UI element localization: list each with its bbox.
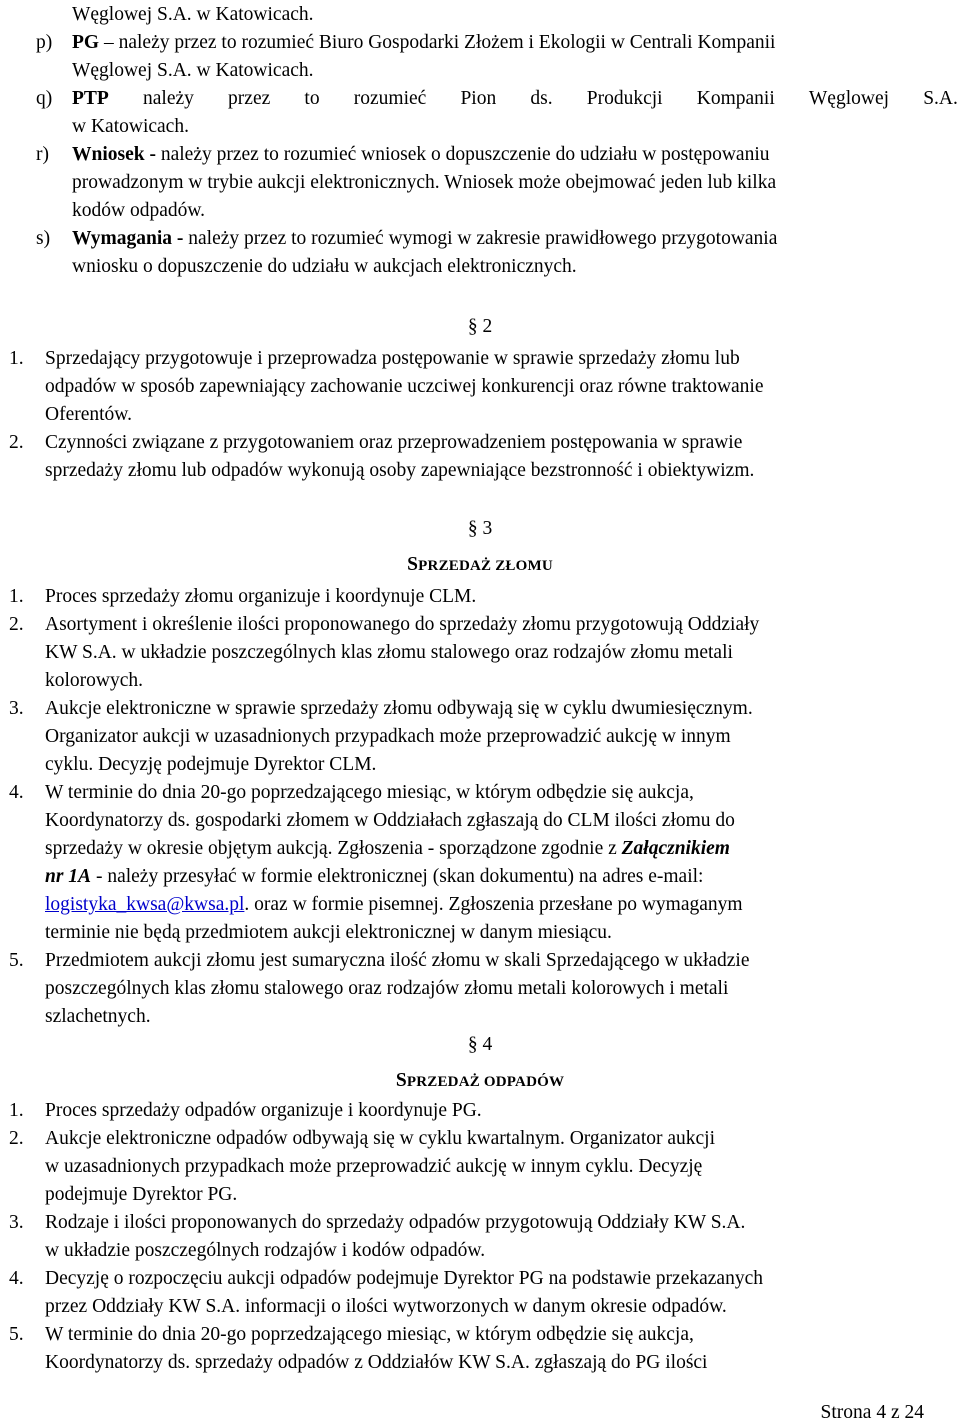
text-line: Rodzaje i ilości proponowanych do sprzedaży odpadów przygotowują Oddziały KW S.A. — [45, 1212, 746, 1233]
attachment-ref: nr 1A — [45, 866, 92, 887]
list-label: s) — [36, 228, 51, 249]
text-line: przez Oddziały KW S.A. informacji o ilości wytworzonych w danym okresie odpadów. — [45, 1296, 727, 1317]
text-line: Czynności związane z przygotowaniem oraz przeprowadzeniem postępowania w sprawie — [45, 432, 743, 453]
term-bold: PG — [72, 32, 100, 53]
text-line: Koordynatorzy ds. sprzedaży odpadów z Oddziałów KW S.A. zgłaszają do PG ilości — [45, 1352, 708, 1373]
heading-smallcaps: PRZEDAŻ ODPADÓW — [406, 1074, 565, 1090]
text-line: poszczególnych klas złomu stalowego oraz rodzajów złomu metali kolorowych i metali — [45, 978, 729, 999]
text-line: W terminie do dnia 20-go poprzedzającego miesiąc, w którym odbędzie się aukcja, — [45, 782, 694, 803]
item-number: 2. — [9, 614, 24, 635]
word: Produkcji — [586, 88, 663, 109]
text-line — [45, 867, 703, 887]
definition-q — [72, 89, 958, 109]
definition-r — [72, 145, 769, 165]
definition-text: – należy przez to rozumieć Biuro Gospodarki Złożem i Ekologii w Centrali Kompanii — [103, 32, 776, 53]
text-line: podejmuje Dyrektor PG. — [45, 1184, 238, 1205]
text-line: Aukcje elektroniczne w sprawie sprzedaży złomu odbywają się w cyklu dwumiesięcznym. — [45, 698, 753, 719]
text-line: Koordynatorzy ds. gospodarki złomem w Oddziałach zgłaszają do CLM ilości złomu do — [45, 810, 735, 831]
text-line: Oferentów. — [45, 404, 132, 425]
text-line: cyklu. Decyzję podejmuje Dyrektor CLM. — [45, 754, 377, 775]
definition-text: należy przez to rozumieć wymogi w zakresie prawidłowego przygotowania — [188, 228, 778, 249]
section-title: § 3 — [467, 518, 493, 539]
text-line: Asortyment i określenie ilości proponowanego do sprzedaży złomu przygotowują Oddziały — [45, 614, 760, 635]
text-line: Decyzję o rozpoczęciu aukcji odpadów podejmuje Dyrektor PG na podstawie przekazanych — [45, 1268, 763, 1289]
text-line: szlachetnych. — [45, 1006, 151, 1027]
item-number: 2. — [9, 1128, 24, 1149]
section-title: § 4 — [467, 1034, 493, 1055]
attachment-ref: Załącznikiem — [621, 838, 730, 859]
section-heading — [0, 1071, 960, 1091]
text-line — [45, 895, 743, 915]
text-line: w uzasadnionych przypadkach może przeprowadzić aukcję w innym cyklu. Decyzję — [45, 1156, 703, 1177]
word: Pion — [460, 88, 497, 109]
text-line — [45, 839, 730, 859]
text-line: Sprzedający przygotowuje i przeprowadza postępowanie w sprawie sprzedaży złomu lub — [45, 348, 740, 369]
text-line: sprzedaży złomu lub odpadów wykonują osoby zapewniające bezstronność i obiektywizm. — [45, 460, 755, 481]
word: Węglowej — [808, 88, 890, 109]
text-line: W terminie do dnia 20-go poprzedzającego miesiąc, w którym odbędzie się aukcja, — [45, 1324, 694, 1345]
list-label: p) — [36, 32, 53, 53]
term-bold: Wymagania - — [72, 228, 184, 249]
text-line: Proces sprzedaży odpadów organizuje i koordynuje PG. — [45, 1100, 482, 1121]
text-line: prowadzonym w trybie aukcji elektronicznych. Wniosek może obejmować jeden lub kilka — [72, 172, 777, 193]
heading-capital: S — [395, 1070, 407, 1091]
item-number: 5. — [9, 950, 24, 971]
word: to — [304, 88, 320, 109]
item-number: 1. — [9, 586, 24, 607]
section-heading — [0, 555, 960, 575]
text-line: kolorowych. — [45, 670, 144, 691]
term-bold: PTP — [72, 88, 109, 109]
list-label: q) — [36, 88, 53, 109]
heading-smallcaps: PRZEDAŻ ZŁOMU — [418, 558, 553, 574]
text-line: Przedmiotem aukcji złomu jest sumaryczna ilość złomu w skali Sprzedającego w układzie — [45, 950, 750, 971]
text-span: - należy przesyłać w formie elektronicznej (skan dokumentu) na adres e-mail: — [95, 866, 704, 887]
word: Kompanii — [696, 88, 775, 109]
page-number: Strona 4 z 24 — [820, 1402, 924, 1423]
text-line: terminie nie będą przedmiotem aukcji elektronicznej w danym miesiącu. — [45, 922, 612, 943]
definition-p — [72, 33, 775, 53]
text-line: Proces sprzedaży złomu organizuje i koordynuje CLM. — [45, 586, 477, 607]
text-span: sprzedaży w okresie objętym aukcją. Zgłoszenia - sporządzone zgodnie z — [45, 838, 617, 859]
item-number: 4. — [9, 1268, 24, 1289]
item-number: 3. — [9, 1212, 24, 1233]
text-line: w układzie poszczególnych rodzajów i kodów odpadów. — [45, 1240, 486, 1261]
text-line: wniosku o dopuszczenie do udziału w aukcjach elektronicznych. — [72, 256, 577, 277]
text-line: KW S.A. w układzie poszczególnych klas złomu stalowego oraz rodzajów złomu metali — [45, 642, 733, 663]
text-line: Węglowej S.A. w Katowicach. — [72, 4, 314, 25]
email-link[interactable]: logistyka_kwsa@kwsa.pl — [45, 894, 245, 915]
word: ds. — [530, 88, 553, 109]
text-span: . oraz w formie pisemnej. Zgłoszenia przesłane po wymaganym — [244, 894, 743, 915]
text-line: Aukcje elektroniczne odpadów odbywają się w cyklu kwartalnym. Organizator aukcji — [45, 1128, 715, 1149]
item-number: 1. — [9, 348, 24, 369]
item-number: 4. — [9, 782, 24, 803]
item-number: 5. — [9, 1324, 24, 1345]
text-line: Węglowej S.A. w Katowicach. — [72, 60, 314, 81]
section-title: § 2 — [467, 316, 493, 337]
text-line: odpadów w sposób zapewniający zachowanie uczciwej konkurencji oraz równe traktowanie — [45, 376, 764, 397]
word: należy — [143, 88, 194, 109]
list-label: r) — [36, 144, 49, 165]
text-line: kodów odpadów. — [72, 200, 206, 221]
term-bold: Wniosek - — [72, 144, 156, 165]
word: przez — [228, 88, 271, 109]
item-number: 2. — [9, 432, 24, 453]
definition-s — [72, 229, 777, 249]
item-number: 3. — [9, 698, 24, 719]
text-line: Organizator aukcji w uzasadnionych przypadkach może przeprowadzić aukcję w innym — [45, 726, 731, 747]
text-line: w Katowicach. — [72, 116, 189, 137]
word: rozumieć — [353, 88, 427, 109]
definition-text: należy przez to rozumieć wniosek o dopuszczenie do udziału w postępowaniu — [160, 144, 770, 165]
heading-capital: S — [407, 554, 419, 575]
word: S.A. — [923, 88, 958, 109]
item-number: 1. — [9, 1100, 24, 1121]
